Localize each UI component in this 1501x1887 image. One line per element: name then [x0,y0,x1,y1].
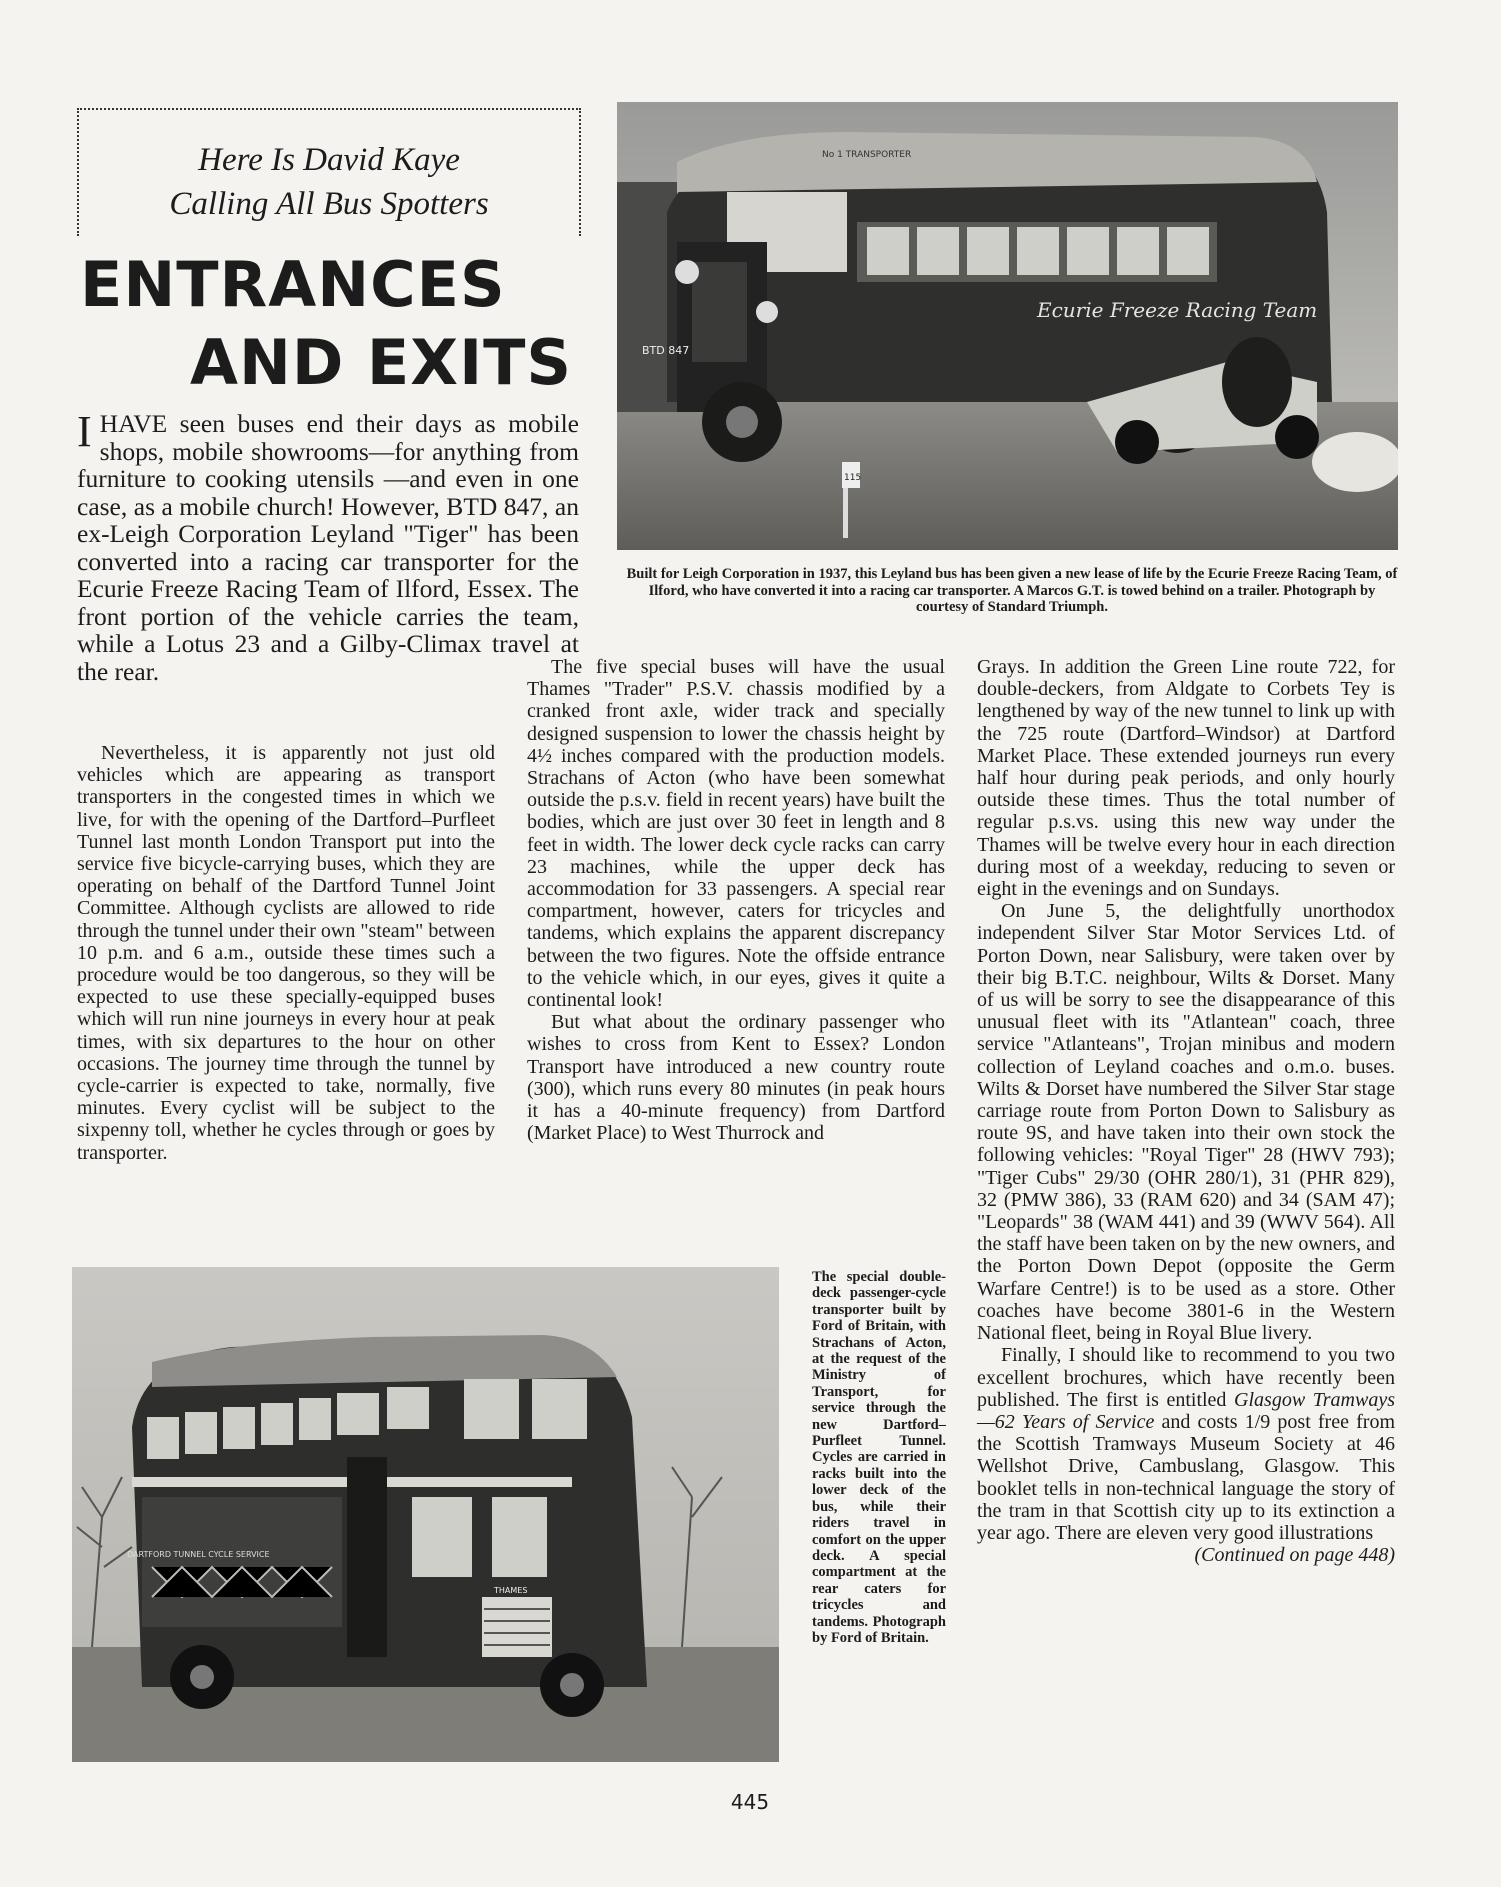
photo-caption-side: The special double-deck passenger-cycle transporter built by Ford of Britain, with Strachans of Acton, at the request of the Ministry of Transport, for service through the new Dartford–Purfleet Tunnel. Cycles are carried in racks built into the lower deck of the bus, while their riders travel in comfort on the upper deck. A special compartment at the rear caters for tricycles and tandems. Photograph by Ford of Britain. [812,1269,946,1646]
column-3-paragraph-2: On June 5, the delightfully unorthodox independent Silver Star Motor Services Ltd. of Porton Down, near Salisbury, were taken over by their big B.T.C. neighbour, Wilts & Dorset. Many of us will be sorry to see the disappearance of this unusual fleet with its "Atlantean" coach, three service "Atlanteans", Trojan minibus and modern collection of Leyland coaches and o.m.o. buses. Wilts & Dorset have numbered the Silver Star stage carriage route from Porton Down to Salisbury as route 9S, and have taken into their own stock the following vehicles: "Royal Tiger" 28 (HWV 793); "Tiger Cubs" 29/30 (OHR 280/1), 31 (PHR 829), 32 (PMW 386), 33 (RAM 620) and 34 (SAM 47); "Leopards" 38 (WAM 441) and 39 (WWV 564). All the staff have been taken on by the new owners, and the Porton Down Depot (opposite the Germ Warfare Centre!) is to be used as a store. Other coaches have become 3801-6 in the Western National fleet, being in Royal Blue livery. [977,900,1395,1345]
drop-cap: I [77,407,92,456]
side-lettering: DARTFORD TUNNEL CYCLE SERVICE [127,1550,270,1559]
post-number: 115 [844,473,862,483]
grille-lettering: THAMES [494,1586,528,1595]
registration-plate: BTD 847 [642,344,690,357]
brochure-title: Glasgow Tramways—62 Years of Service [977,1388,1395,1433]
article-column-1 [77,742,495,1164]
continued-note: (Continued on page 448) [1194,1544,1395,1567]
photo-racing-transporter [617,102,1398,550]
intro-text: HAVE seen buses end their days as mobile shops, mobile showrooms—for anything from furniture to cooking utensils —and even in one case, as a mobile church! However, BTD 847, an ex-Leigh Corporation Leyland "Tiger" has been converted into a racing car transporter for the Ecurie Freeze Racing Team of Ilford, Essex. The front portion of the vehicle carries the team, while a Lotus 23 and a Gilby-Climax travel at the rear. [77,409,579,686]
article-column-3 [977,656,1395,1566]
column-3-paragraph-3 [977,1344,1395,1544]
intro-paragraph [77,407,579,686]
page-number: 445 [730,1790,770,1814]
paragraph-3-text-a: Finally, I should like to recommend to you two excellent brochures, which have recently been published. The first is entitled [977,1344,1395,1411]
column-2-paragraph-2: But what about the ordinary passenger who wishes to cross from Kent to Essex? London Transport have introduced a new country route (300), which runs every 80 minutes (in peak hours it has a 40-minute frequency) from Dartford (Market Place) to West Thurrock and [527,1011,945,1145]
board-lettering: No 1 TRANSPORTER [822,150,912,160]
photo-cycle-transporter [72,1267,779,1762]
column-2-paragraph-1: The five special buses will have the usual Thames "Trader" P.S.V. chassis modified by a cranked front axle, wider track and specially designed suspension to lower the chassis height by 4½ inches compared with the production models. Strachans of Acton (who have been somewhat outside the p.s.v. field in recent years) have built the bodies, which are just over 30 feet in length and 8 feet in width. The lower deck cycle racks can carry 23 machines, while the upper deck has accommodation for 33 passengers. A special rear compartment, however, caters for tricycles and tandems, which explains the apparent discrepancy between the two figures. Note the offside entrance to the vehicle which, in our eyes, gives it quite a continental look! [527,656,945,1012]
column-1-paragraph-1: Nevertheless, it is apparently not just old vehicles which are appearing as transport transporters in the congested times in which we live, for with the opening of the Dartford–Purfleet Tunnel last month London Transport put into the service five bicycle-carrying buses, which they are operating on behalf of the Dartford Tunnel Joint Committee. Although cyclists are allowed to ride through the tunnel under their own "steam" between 10 p.m. and 6 a.m., outside these times such a procedure would be too dangerous, so they will be expected to use these specially-equipped buses which will run nine journeys in every hour at peak times, with six departures to the hour on other occasions. The journey time through the tunnel by cycle-carrier is expected to take, normally, five minutes. Every cyclist will be subject to the sixpenny toll, whether he cycles through or goes by transporter. [77,742,495,1164]
article-column-2 [527,656,945,1144]
kicker-line-1: Here Is David Kaye [198,142,460,178]
photo-caption-top: Built for Leigh Corporation in 1937, this Leyland bus has been given a new lease of life by the Ecurie Freeze Racing Team, of Ilford, who have converted it into a racing car transporter. A Marcos G.T. is towed behind on a trailer. Photograph by courtesy of Standard Triumph. [626,566,1398,615]
paragraph-3-text-b: and costs 1/9 post free from the Scottish Tramways Museum Society at 46 Wellshot Drive, Cambuslang, Glasgow. This booklet tells in non-technical language the story of the tram in that Scottish city up to its extinction a year ago. There are eleven very good illustrations [977,1410,1395,1544]
livery-lettering: Ecurie Freeze Racing Team [1037,298,1318,322]
kicker-line-2: Calling All Bus Spotters [169,186,489,222]
headline-line-2: AND EXITS [190,326,573,399]
headline-line-1: ENTRANCES [80,248,506,321]
column-3-paragraph-1: Grays. In addition the Green Line route 722, for double-deckers, from Aldgate to Corbets Tey is lengthened by way of the new tunnel to link up with the 725 route (Dartford–Windsor) at Dartford Market Place. These extended journeys run every half hour during peak periods, and only hourly outside these times. Thus the total number of regular p.s.vs. using this new way under the Thames will be twelve every hour in each direction during most of a weekday, reducing to seven or eight in the evenings and on Sundays. [977,656,1395,901]
article-kicker-box [77,108,581,236]
